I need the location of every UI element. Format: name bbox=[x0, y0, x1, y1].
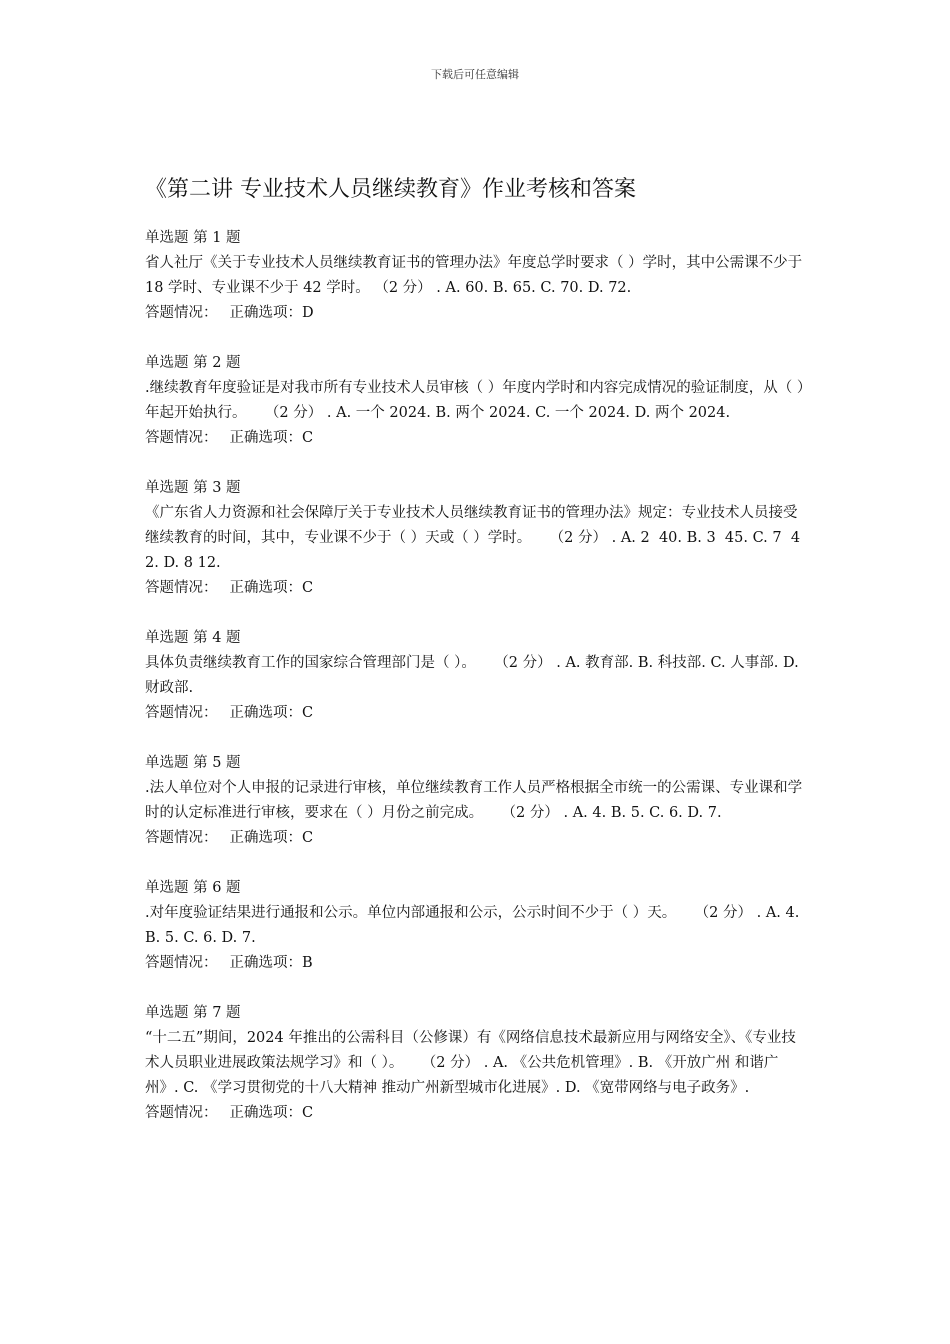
question-answer-row bbox=[145, 426, 810, 451]
question-answer-row bbox=[145, 576, 810, 601]
answer-value: 正确选项：C bbox=[229, 580, 314, 596]
answer-label: 答题情况： bbox=[145, 1105, 218, 1121]
answer-value: 正确选项：C bbox=[229, 1105, 314, 1121]
question-item bbox=[145, 226, 810, 326]
question-item bbox=[145, 876, 810, 976]
page-header-note: 下载后可任意编辑 bbox=[431, 68, 519, 81]
question-item bbox=[145, 476, 810, 601]
question-heading: 单选题 第 7 题 bbox=[145, 1005, 241, 1021]
question-item bbox=[145, 1001, 810, 1126]
answer-label: 答题情况： bbox=[145, 305, 218, 321]
question-answer-row bbox=[145, 951, 810, 976]
question-heading: 单选题 第 5 题 bbox=[145, 755, 241, 771]
question-text: .继续教育年度验证是对我市所有专业技术人员审核（ ）年度内学时和内容完成情况的验证制度，从（ ）年起开始执行。 （2 分） . A. 一个 2024. B. 两个 2024. C. 一个 2024. D. 两个 2024. bbox=[145, 380, 805, 421]
question-heading: 单选题 第 6 题 bbox=[145, 880, 241, 896]
answer-label: 答题情况： bbox=[145, 830, 218, 846]
answer-value: 正确选项：B bbox=[229, 955, 313, 971]
answer-value: 正确选项：C bbox=[229, 705, 314, 721]
question-item bbox=[145, 351, 810, 451]
question-text: “十二五”期间，2024 年推出的公需科目（公修课）有《网络信息技术最新应用与网络安全》、《专业技术人员职业进展政策法规学习》和（ ）。 （2 分） . A. 《公共危机管理》. B. 《开放广州 和谐广州》. C. 《学习贯彻党的十八大精神 推动广州新型城市化进展》. D. 《宽带网络与电子政务》. bbox=[145, 1030, 796, 1096]
answer-label: 答题情况： bbox=[145, 430, 218, 446]
question-item bbox=[145, 751, 810, 851]
question-list bbox=[145, 226, 810, 1151]
answer-label: 答题情况： bbox=[145, 955, 218, 971]
answer-label: 答题情况： bbox=[145, 580, 218, 596]
question-heading: 单选题 第 3 题 bbox=[145, 480, 241, 496]
answer-label: 答题情况： bbox=[145, 705, 218, 721]
answer-value: 正确选项：D bbox=[229, 305, 314, 321]
question-heading: 单选题 第 4 题 bbox=[145, 630, 241, 646]
question-heading: 单选题 第 2 题 bbox=[145, 355, 241, 371]
question-answer-row bbox=[145, 826, 810, 851]
answer-value: 正确选项：C bbox=[229, 830, 314, 846]
question-text: .法人单位对个人申报的记录进行审核，单位继续教育工作人员严格根据全市统一的公需课、专业课和学时的认定标准进行审核，要求在（ ）月份之前完成。 （2 分） . A. 4. B. 5. C. 6. D. 7. bbox=[145, 780, 803, 821]
question-answer-row bbox=[145, 701, 810, 726]
question-answer-row bbox=[145, 1101, 810, 1126]
question-item bbox=[145, 626, 810, 726]
answer-value: 正确选项：C bbox=[229, 430, 314, 446]
document-title: 《第二讲 专业技术人员继续教育》作业考核和答案 bbox=[145, 177, 636, 202]
question-answer-row bbox=[145, 301, 810, 326]
question-text: .对年度验证结果进行通报和公示。单位内部通报和公示，公示时间不少于（ ）天。 （2 分） . A. 4. B. 5. C. 6. D. 7. bbox=[145, 905, 804, 946]
question-text: 具体负责继续教育工作的国家综合管理部门是（ ）。 （2 分） . A. 教育部. B. 科技部. C. 人事部. D. 财政部. bbox=[145, 655, 804, 696]
question-text: 《广东省人力资源和社会保障厅关于专业技术人员继续教育证书的管理办法》规定：专业技术人员接受继续教育的时间，其中，专业课不少于（ ）天或（ ）学时。 （2 分） . A. 2 40. B. 3 45. C. 7 42. D. 8 12. bbox=[145, 505, 801, 571]
question-heading: 单选题 第 1 题 bbox=[145, 230, 241, 246]
question-text: 省人社厅《关于专业技术人员继续教育证书的管理办法》年度总学时要求（ ）学时，其中公需课不少于 18 学时、专业课不少于 42 学时。 （2 分） . A. 60. B. 65. C. 70. D. 72. bbox=[145, 255, 807, 296]
